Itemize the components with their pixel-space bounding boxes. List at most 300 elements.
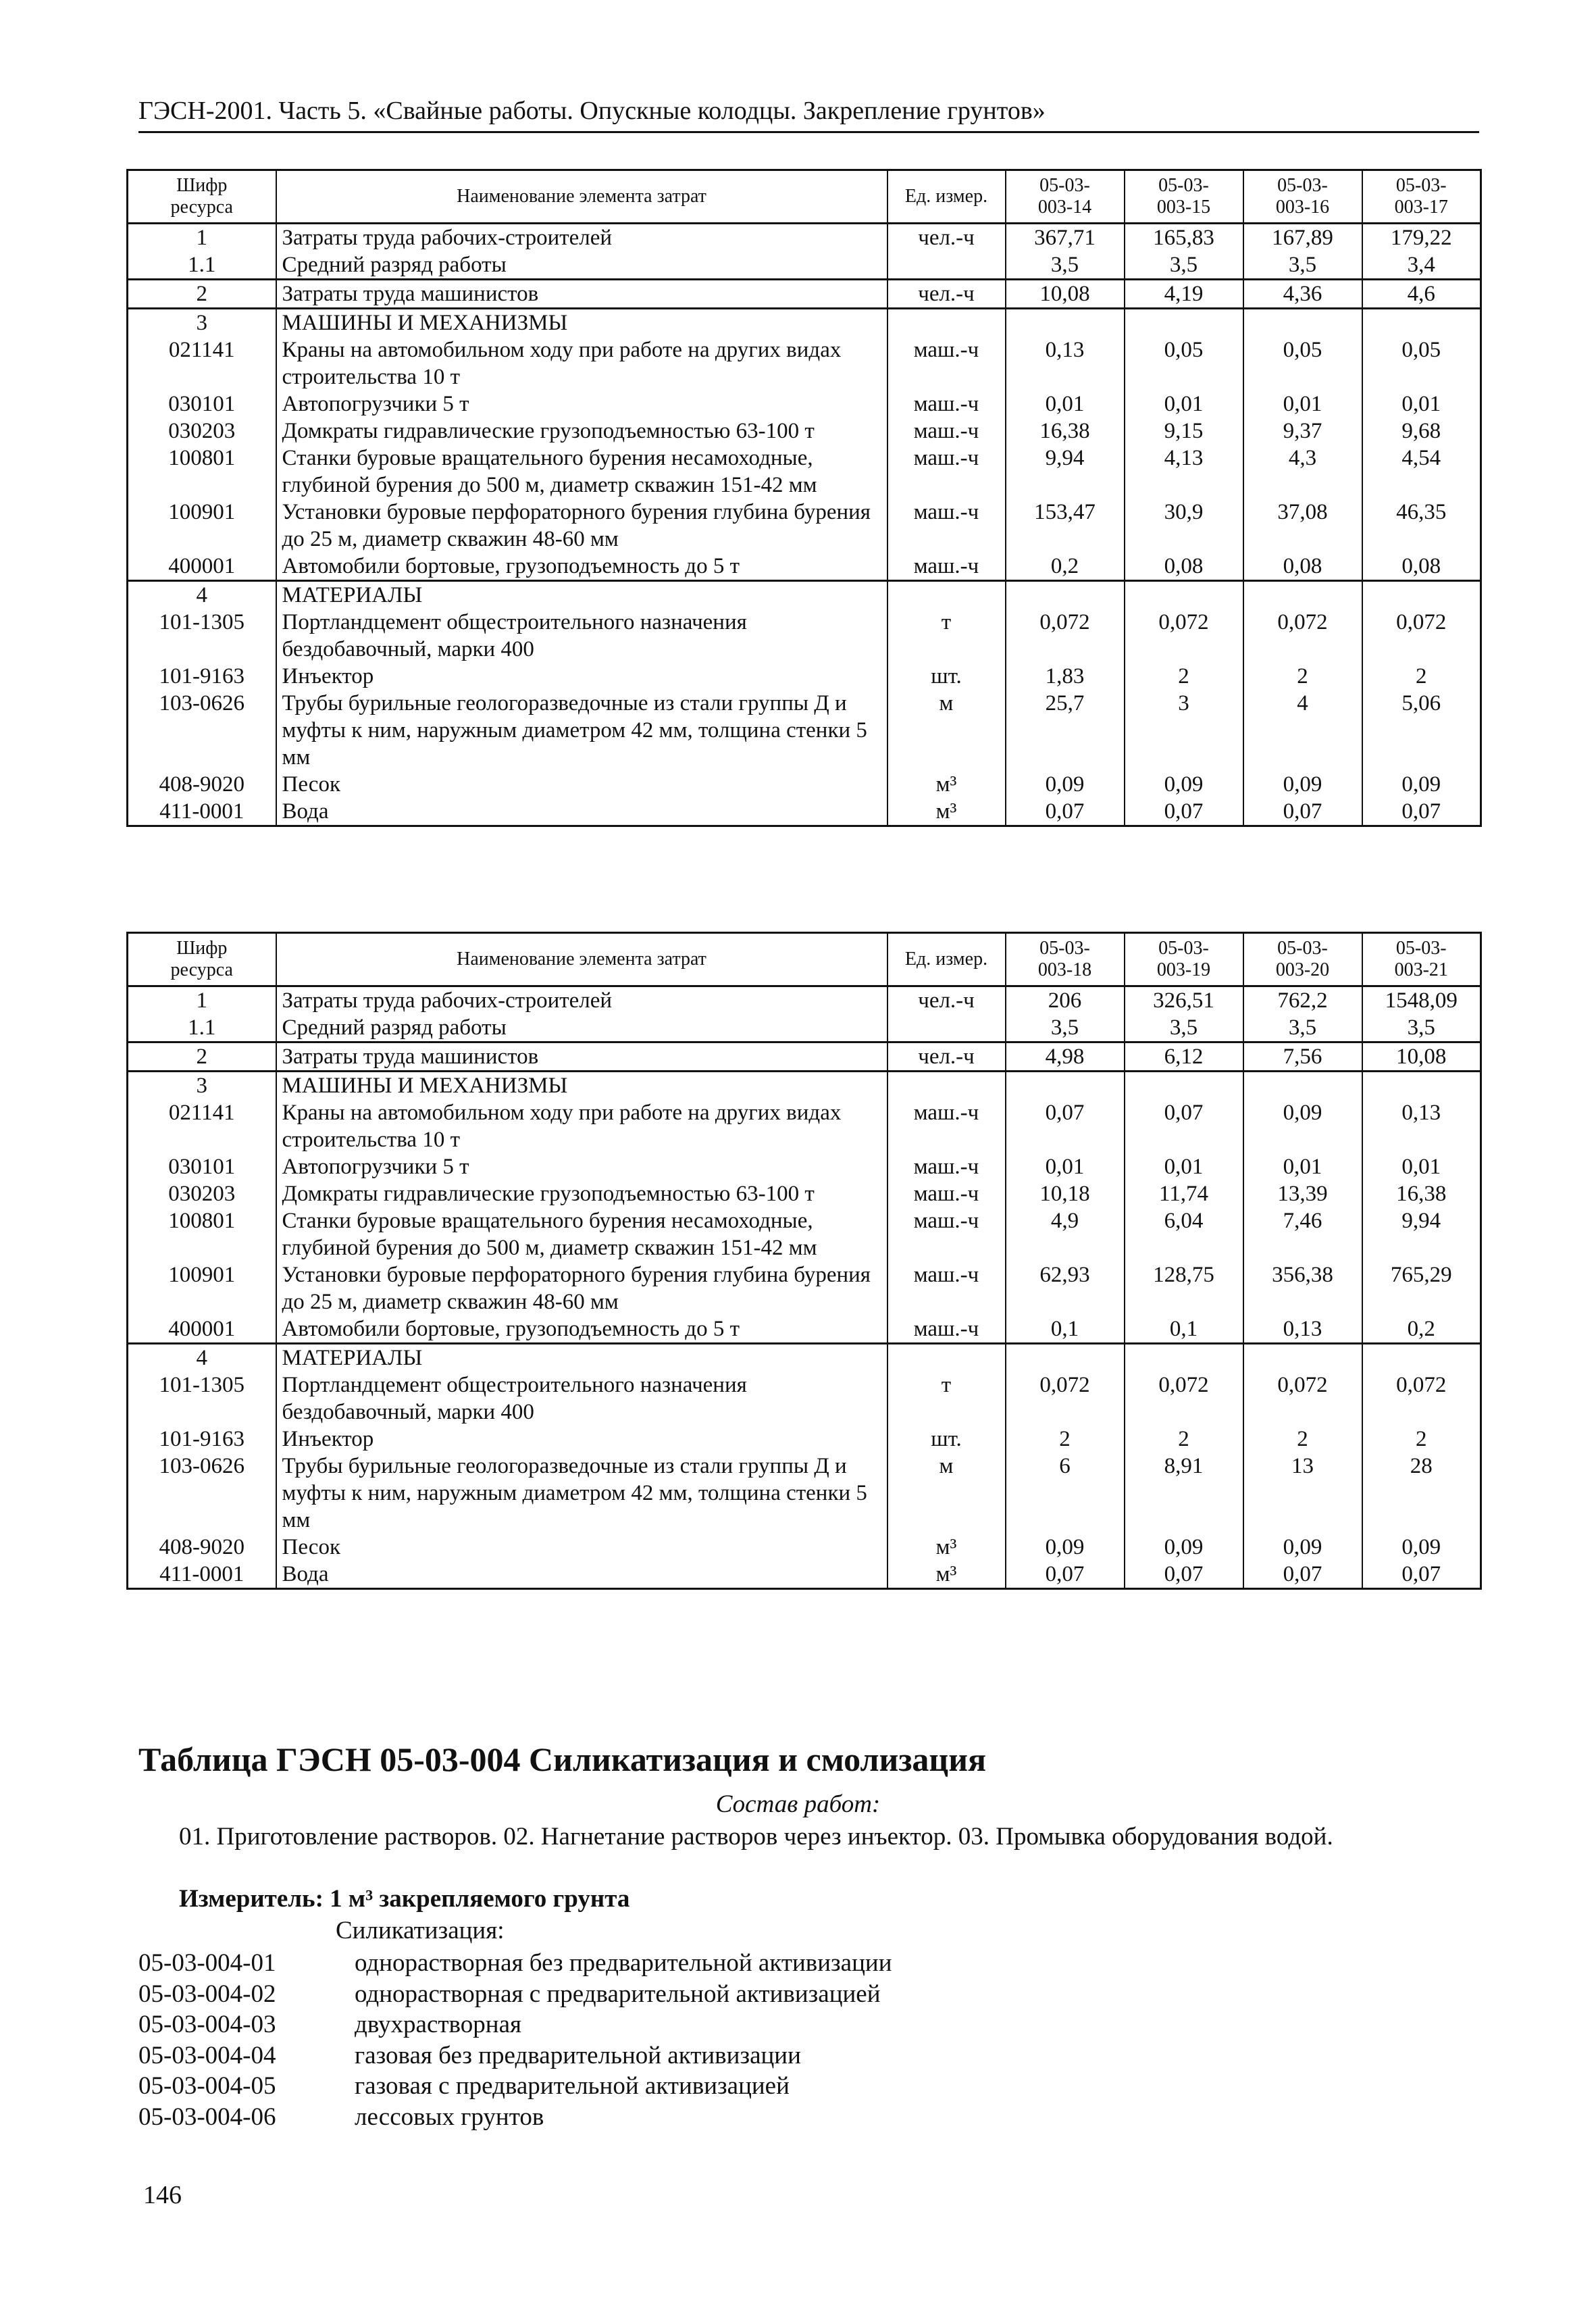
value-cell: 0,07 (1006, 1561, 1125, 1589)
value-cell: 13 (1243, 1453, 1362, 1534)
column-header-name: Наименование элемента затрат (276, 933, 887, 986)
table-row (128, 798, 1481, 826)
unit-cell: маш.-ч (887, 1153, 1006, 1180)
resource-code-cell: 4 (128, 581, 276, 609)
resource-code-cell: 2 (128, 1042, 276, 1072)
value-cell (1006, 1072, 1125, 1100)
table-row (128, 1534, 1481, 1561)
value-cell: 3,5 (1243, 251, 1362, 280)
table-row (128, 418, 1481, 445)
resource-code-cell: 030101 (128, 1153, 276, 1180)
column-header-unit: Ед. измер. (887, 170, 1006, 224)
value-cell: 0,01 (1362, 391, 1481, 418)
value-cell: 0,09 (1243, 1534, 1362, 1561)
value-cell: 0,072 (1362, 1372, 1481, 1426)
table-row (128, 1207, 1481, 1261)
value-cell (1006, 581, 1125, 609)
cost-element-name-cell: Затраты труда рабочих-строителей (276, 986, 887, 1015)
value-cell: 6 (1006, 1453, 1125, 1534)
value-cell: 3,5 (1125, 251, 1243, 280)
value-cell: 3 (1125, 690, 1243, 771)
value-cell: 7,56 (1243, 1042, 1362, 1072)
value-cell: 2 (1362, 1426, 1481, 1453)
table-header-row (128, 170, 1481, 224)
list-item (138, 1948, 892, 1979)
resource-code-cell: 400001 (128, 553, 276, 581)
value-cell: 9,37 (1243, 418, 1362, 445)
value-cell (1006, 1344, 1125, 1372)
cost-element-name-cell: МАШИНЫ И МЕХАНИЗМЫ (276, 1072, 887, 1100)
cost-element-name-cell: Трубы бурильные геологоразведочные из стали группы Д и муфты к ним, наружным диаметром 42 мм, толщина стенки 5 мм (276, 1453, 887, 1534)
value-cell: 2 (1125, 1426, 1243, 1453)
value-cell: 0,07 (1006, 798, 1125, 826)
cost-element-name-cell: Портландцемент общестроительного назначения бездобавочный, марки 400 (276, 1372, 887, 1426)
value-cell: 1,83 (1006, 663, 1125, 690)
value-cell: 206 (1006, 986, 1125, 1015)
resource-code-cell: 100901 (128, 499, 276, 553)
table-row (128, 609, 1481, 663)
cost-element-name-cell: Станки буровые вращательного бурения несамоходные, глубиной бурения до 500 м, диаметр скважин 151-42 мм (276, 445, 887, 499)
resource-code-cell: 103-0626 (128, 690, 276, 771)
norm-label: двухрастворная (355, 2011, 522, 2039)
value-cell: 2 (1243, 663, 1362, 690)
column-header-norm: 05-03- 003-15 (1125, 170, 1243, 224)
value-cell: 10,08 (1006, 280, 1125, 309)
resource-code-cell: 400001 (128, 1315, 276, 1344)
resource-code-cell: 100901 (128, 1261, 276, 1315)
value-cell: 4,54 (1362, 445, 1481, 499)
table-row (128, 499, 1481, 553)
unit-cell (887, 309, 1006, 337)
unit-cell: маш.-ч (887, 1180, 1006, 1207)
column-header-unit: Ед. измер. (887, 933, 1006, 986)
column-header-norm: 05-03- 003-16 (1243, 170, 1362, 224)
unit-cell: т (887, 609, 1006, 663)
value-cell: 326,51 (1125, 986, 1243, 1015)
column-header-code: Шифр ресурса (128, 170, 276, 224)
cost-element-name-cell: Автопогрузчики 5 т (276, 391, 887, 418)
resource-code-cell: 408-9020 (128, 1534, 276, 1561)
value-cell (1243, 1072, 1362, 1100)
value-cell (1362, 581, 1481, 609)
value-cell (1362, 1344, 1481, 1372)
value-cell: 7,46 (1243, 1207, 1362, 1261)
value-cell (1125, 309, 1243, 337)
table-row (128, 1261, 1481, 1315)
value-cell: 4,3 (1243, 445, 1362, 499)
resource-code-cell: 1 (128, 224, 276, 252)
section-heading-row (128, 1344, 1481, 1372)
section-title: Таблица ГЭСН 05-03-004 Силикатизация и смолизация (138, 1740, 987, 1778)
unit-cell: т (887, 1372, 1006, 1426)
value-cell: 0,09 (1006, 771, 1125, 798)
table-row (128, 1372, 1481, 1426)
value-cell: 9,15 (1125, 418, 1243, 445)
value-cell: 9,94 (1362, 1207, 1481, 1261)
value-cell: 2 (1125, 663, 1243, 690)
cost-element-name-cell: Установки буровые перфораторного бурения глубина бурения до 25 м, диаметр скважин 48-60 мм (276, 499, 887, 553)
norm-label: однорастворная без предварительной активизации (355, 1949, 892, 1977)
value-cell: 0,09 (1362, 1534, 1481, 1561)
unit-cell: шт. (887, 1426, 1006, 1453)
table-row (128, 663, 1481, 690)
resource-code-cell: 100801 (128, 1207, 276, 1261)
value-cell: 9,94 (1006, 445, 1125, 499)
value-cell: 4,9 (1006, 1207, 1125, 1261)
value-cell: 2 (1362, 663, 1481, 690)
unit-cell: м³ (887, 798, 1006, 826)
value-cell: 0,01 (1125, 1153, 1243, 1180)
value-cell: 0,01 (1243, 391, 1362, 418)
value-cell: 0,1 (1006, 1315, 1125, 1344)
value-cell: 0,09 (1125, 771, 1243, 798)
value-cell: 25,7 (1006, 690, 1125, 771)
norm-code: 05-03-004-06 (138, 2103, 276, 2131)
cost-element-name-cell: Станки буровые вращательного бурения несамоходные, глубиной бурения до 500 м, диаметр скважин 151-42 мм (276, 1207, 887, 1261)
norm-label: газовая с предварительной активизацией (355, 2072, 790, 2101)
unit-cell (887, 1344, 1006, 1372)
value-cell: 6,12 (1125, 1042, 1243, 1072)
resource-code-cell: 411-0001 (128, 1561, 276, 1589)
unit-cell: маш.-ч (887, 1315, 1006, 1344)
norm-code: 05-03-004-02 (138, 1980, 276, 2008)
value-cell: 179,22 (1362, 224, 1481, 252)
value-cell: 0,05 (1362, 336, 1481, 391)
cost-element-name-cell: Средний разряд работы (276, 251, 887, 280)
value-cell: 16,38 (1362, 1180, 1481, 1207)
unit-cell: маш.-ч (887, 418, 1006, 445)
value-cell (1243, 1344, 1362, 1372)
resource-code-cell: 1.1 (128, 251, 276, 280)
value-cell: 30,9 (1125, 499, 1243, 553)
resource-code-cell: 021141 (128, 336, 276, 391)
value-cell: 4,36 (1243, 280, 1362, 309)
value-cell: 16,38 (1006, 418, 1125, 445)
resource-code-cell: 100801 (128, 445, 276, 499)
unit-cell: маш.-ч (887, 499, 1006, 553)
value-cell: 46,35 (1362, 499, 1481, 553)
table-row (128, 1453, 1481, 1534)
cost-element-name-cell: МАТЕРИАЛЫ (276, 581, 887, 609)
table-header-row (128, 933, 1481, 986)
unit-cell: чел.-ч (887, 986, 1006, 1015)
value-cell: 0,01 (1243, 1153, 1362, 1180)
cost-element-name-cell: МАШИНЫ И МЕХАНИЗМЫ (276, 309, 887, 337)
value-cell: 0,07 (1362, 1561, 1481, 1589)
table-row (128, 1426, 1481, 1453)
cost-element-name-cell: Песок (276, 1534, 887, 1561)
table-row (128, 391, 1481, 418)
value-cell: 3,5 (1006, 251, 1125, 280)
value-cell: 10,08 (1362, 1042, 1481, 1072)
value-cell: 0,2 (1006, 553, 1125, 581)
value-cell: 0,09 (1006, 1534, 1125, 1561)
column-header-norm: 05-03- 003-21 (1362, 933, 1481, 986)
unit-cell: чел.-ч (887, 280, 1006, 309)
cost-element-name-cell: Затраты труда рабочих-строителей (276, 224, 887, 252)
value-cell (1125, 581, 1243, 609)
value-cell: 28 (1362, 1453, 1481, 1534)
column-header-code: Шифр ресурса (128, 933, 276, 986)
resource-code-cell: 030203 (128, 1180, 276, 1207)
value-cell: 765,29 (1362, 1261, 1481, 1315)
value-cell: 4,6 (1362, 280, 1481, 309)
unit-cell: чел.-ч (887, 224, 1006, 252)
cost-element-name-cell: Средний разряд работы (276, 1014, 887, 1042)
resource-code-cell: 3 (128, 309, 276, 337)
table-row (128, 1042, 1481, 1072)
value-cell: 10,18 (1006, 1180, 1125, 1207)
unit-cell: маш.-ч (887, 1261, 1006, 1315)
value-cell: 0,072 (1006, 1372, 1125, 1426)
section-heading-row (128, 309, 1481, 337)
cost-element-name-cell: Автомобили бортовые, грузоподъемность до 5 т (276, 1315, 887, 1344)
value-cell: 762,2 (1243, 986, 1362, 1015)
section-heading-row (128, 581, 1481, 609)
table-row (128, 251, 1481, 280)
value-cell: 0,2 (1362, 1315, 1481, 1344)
table-row (128, 1561, 1481, 1589)
cost-element-name-cell: Песок (276, 771, 887, 798)
table-row (128, 1014, 1481, 1042)
value-cell: 0,1 (1125, 1315, 1243, 1344)
value-cell (1125, 1072, 1243, 1100)
value-cell (1362, 309, 1481, 337)
norm-code: 05-03-004-05 (138, 2072, 276, 2101)
resource-code-cell: 101-9163 (128, 1426, 276, 1453)
value-cell: 6,04 (1125, 1207, 1243, 1261)
value-cell: 0,01 (1362, 1153, 1481, 1180)
value-cell: 0,09 (1243, 1099, 1362, 1153)
unit-cell: м³ (887, 1534, 1006, 1561)
value-cell: 0,072 (1362, 609, 1481, 663)
resource-code-cell: 1.1 (128, 1014, 276, 1042)
value-cell: 153,47 (1006, 499, 1125, 553)
value-cell: 9,68 (1362, 418, 1481, 445)
unit-cell: маш.-ч (887, 553, 1006, 581)
table-row (128, 771, 1481, 798)
cost-element-name-cell: Домкраты гидравлические грузоподъемностью 63-100 т (276, 418, 887, 445)
column-header-norm: 05-03- 003-19 (1125, 933, 1243, 986)
resource-code-cell: 408-9020 (128, 771, 276, 798)
value-cell: 0,07 (1125, 1561, 1243, 1589)
cost-element-name-cell: Краны на автомобильном ходу при работе на других видах строительства 10 т (276, 336, 887, 391)
value-cell (1125, 1344, 1243, 1372)
value-cell: 4 (1243, 690, 1362, 771)
norm-code: 05-03-004-04 (138, 2041, 276, 2069)
value-cell: 0,01 (1125, 391, 1243, 418)
page-number: 146 (143, 2181, 182, 2209)
composition-text: 01. Приготовление растворов. 02. Нагнетание растворов через инъектор. 03. Промывка оборудования водой. (179, 1823, 1333, 1851)
cost-element-name-cell: Затраты труда машинистов (276, 1042, 887, 1072)
unit-cell: шт. (887, 663, 1006, 690)
table-row (128, 553, 1481, 581)
list-item (138, 2009, 892, 2040)
value-cell: 3,5 (1006, 1014, 1125, 1042)
value-cell: 3,5 (1243, 1014, 1362, 1042)
cost-element-name-cell: Инъектор (276, 1426, 887, 1453)
value-cell: 3,5 (1362, 1014, 1481, 1042)
value-cell: 62,93 (1006, 1261, 1125, 1315)
value-cell: 0,072 (1125, 1372, 1243, 1426)
unit-cell: м³ (887, 771, 1006, 798)
value-cell: 0,08 (1125, 553, 1243, 581)
table-row (128, 1180, 1481, 1207)
table-row (128, 336, 1481, 391)
column-header-norm: 05-03- 003-18 (1006, 933, 1125, 986)
cost-element-name-cell: Автопогрузчики 5 т (276, 1153, 887, 1180)
table-row (128, 986, 1481, 1015)
value-cell: 0,07 (1243, 1561, 1362, 1589)
norm-code: 05-03-004-03 (138, 2011, 276, 2039)
value-cell: 0,072 (1125, 609, 1243, 663)
value-cell: 8,91 (1125, 1453, 1243, 1534)
resource-code-cell: 030101 (128, 391, 276, 418)
value-cell: 1548,09 (1362, 986, 1481, 1015)
unit-cell: маш.-ч (887, 445, 1006, 499)
cost-element-name-cell: Инъектор (276, 663, 887, 690)
value-cell: 165,83 (1125, 224, 1243, 252)
value-cell: 2 (1006, 1426, 1125, 1453)
composition-label: Состав работ: (715, 1790, 881, 1818)
table-row (128, 690, 1481, 771)
value-cell: 0,05 (1243, 336, 1362, 391)
value-cell: 367,71 (1006, 224, 1125, 252)
value-cell: 0,08 (1362, 553, 1481, 581)
running-header: ГЭСН-2001. Часть 5. «Свайные работы. Опускные колодцы. Закрепление грунтов» (138, 96, 1479, 133)
norm-label: лессовых грунтов (355, 2103, 544, 2131)
norm-list (138, 1948, 892, 2133)
list-item (138, 2071, 892, 2102)
column-header-norm: 05-03- 003-17 (1362, 170, 1481, 224)
cost-element-name-cell: Установки буровые перфораторного бурения глубина бурения до 25 м, диаметр скважин 48-60 мм (276, 1261, 887, 1315)
value-cell: 167,89 (1243, 224, 1362, 252)
unit-cell: м³ (887, 1561, 1006, 1589)
value-cell: 3,5 (1125, 1014, 1243, 1042)
unit-cell (887, 1072, 1006, 1100)
unit-cell: маш.-ч (887, 1099, 1006, 1153)
unit-cell (887, 1014, 1006, 1042)
resource-code-cell: 103-0626 (128, 1453, 276, 1534)
value-cell: 3,4 (1362, 251, 1481, 280)
value-cell: 0,07 (1125, 798, 1243, 826)
value-cell: 4,13 (1125, 445, 1243, 499)
value-cell: 128,75 (1125, 1261, 1243, 1315)
unit-cell: маш.-ч (887, 1207, 1006, 1261)
cost-element-name-cell: Домкраты гидравлические грузоподъемностью 63-100 т (276, 1180, 887, 1207)
list-item (138, 2040, 892, 2071)
table-row (128, 224, 1481, 252)
cost-element-name-cell: Трубы бурильные геологоразведочные из стали группы Д и муфты к ним, наружным диаметром 42 мм, толщина стенки 5 мм (276, 690, 887, 771)
cost-element-name-cell: Портландцемент общестроительного назначения бездобавочный, марки 400 (276, 609, 887, 663)
unit-cell: маш.-ч (887, 391, 1006, 418)
value-cell: 0,09 (1362, 771, 1481, 798)
column-header-norm: 05-03- 003-14 (1006, 170, 1125, 224)
value-cell: 0,072 (1006, 609, 1125, 663)
value-cell: 0,05 (1125, 336, 1243, 391)
table-row (128, 1315, 1481, 1344)
norm-label: однорастворная с предварительной активизацией (355, 1980, 881, 2008)
value-cell (1243, 581, 1362, 609)
value-cell: 356,38 (1243, 1261, 1362, 1315)
section-heading-row (128, 1072, 1481, 1100)
value-cell: 0,01 (1006, 1153, 1125, 1180)
resource-code-cell: 101-9163 (128, 663, 276, 690)
unit-cell: чел.-ч (887, 1042, 1006, 1072)
table-row (128, 1099, 1481, 1153)
value-cell: 0,07 (1243, 798, 1362, 826)
value-cell (1362, 1072, 1481, 1100)
resource-code-cell: 1 (128, 986, 276, 1015)
value-cell (1006, 309, 1125, 337)
resource-code-cell: 021141 (128, 1099, 276, 1153)
resource-code-cell: 4 (128, 1344, 276, 1372)
cost-element-name-cell: МАТЕРИАЛЫ (276, 1344, 887, 1372)
norm-label: газовая без предварительной активизации (355, 2041, 801, 2069)
value-cell: 0,13 (1243, 1315, 1362, 1344)
table-row (128, 280, 1481, 309)
value-cell: 0,072 (1243, 1372, 1362, 1426)
value-cell: 4,98 (1006, 1042, 1125, 1072)
cost-element-name-cell: Автомобили бортовые, грузоподъемность до 5 т (276, 553, 887, 581)
unit-cell (887, 581, 1006, 609)
table-row (128, 445, 1481, 499)
list-item (138, 1979, 892, 2010)
value-cell: 5,06 (1362, 690, 1481, 771)
table-row (128, 1153, 1481, 1180)
value-cell: 0,01 (1006, 391, 1125, 418)
cost-element-name-cell: Краны на автомобильном ходу при работе на других видах строительства 10 т (276, 1099, 887, 1153)
cost-element-name-cell: Вода (276, 1561, 887, 1589)
cost-element-name-cell: Вода (276, 798, 887, 826)
resource-table-2 (126, 932, 1482, 1590)
value-cell: 37,08 (1243, 499, 1362, 553)
value-cell: 0,072 (1243, 609, 1362, 663)
value-cell: 0,09 (1243, 771, 1362, 798)
column-header-norm: 05-03- 003-20 (1243, 933, 1362, 986)
list-item (138, 2102, 892, 2133)
value-cell: 0,07 (1362, 798, 1481, 826)
unit-cell: м (887, 690, 1006, 771)
measurer: Измеритель: 1 м³ закрепляемого грунта (179, 1885, 630, 1913)
value-cell: 0,08 (1243, 553, 1362, 581)
unit-cell (887, 251, 1006, 280)
resource-code-cell: 2 (128, 280, 276, 309)
resource-code-cell: 030203 (128, 418, 276, 445)
unit-cell: м (887, 1453, 1006, 1534)
value-cell: 13,39 (1243, 1180, 1362, 1207)
value-cell: 0,13 (1362, 1099, 1481, 1153)
value-cell: 0,13 (1006, 336, 1125, 391)
column-header-name: Наименование элемента затрат (276, 170, 887, 224)
resource-code-cell: 101-1305 (128, 609, 276, 663)
value-cell (1243, 309, 1362, 337)
value-cell: 4,19 (1125, 280, 1243, 309)
norm-code: 05-03-004-01 (138, 1949, 276, 1977)
resource-code-cell: 411-0001 (128, 798, 276, 826)
value-cell: 0,07 (1125, 1099, 1243, 1153)
resource-table-1 (126, 169, 1482, 827)
value-cell: 0,07 (1006, 1099, 1125, 1153)
cost-element-name-cell: Затраты труда машинистов (276, 280, 887, 309)
resource-code-cell: 3 (128, 1072, 276, 1100)
unit-cell: маш.-ч (887, 336, 1006, 391)
value-cell: 11,74 (1125, 1180, 1243, 1207)
value-cell: 0,09 (1125, 1534, 1243, 1561)
value-cell: 2 (1243, 1426, 1362, 1453)
group-label: Силикатизация: (336, 1917, 505, 1944)
resource-code-cell: 101-1305 (128, 1372, 276, 1426)
